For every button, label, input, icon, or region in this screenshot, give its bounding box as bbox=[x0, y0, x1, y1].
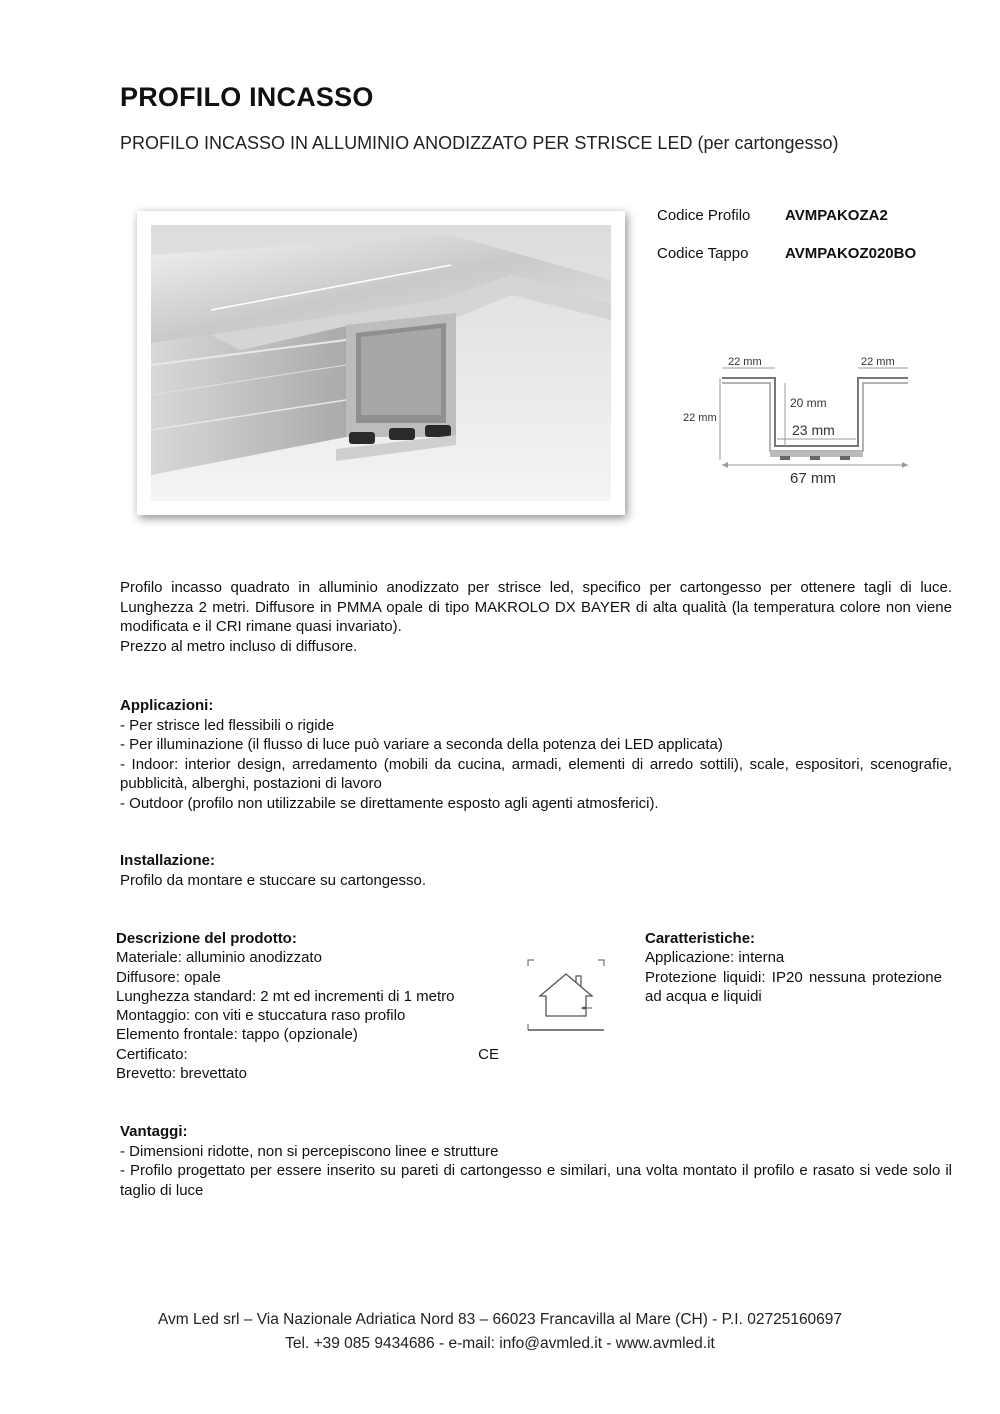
code-profile-label: Codice Profilo bbox=[657, 207, 751, 224]
dimension-diagram bbox=[680, 348, 920, 498]
code-profile-value: AVMPAKOZA2 bbox=[785, 207, 888, 224]
dim-channel-height: 20 mm bbox=[790, 396, 827, 410]
dim-channel-width: 23 mm bbox=[792, 422, 835, 438]
advantages-item: - Profilo progettato per essere inserito su pareti di cartongesso e similari, una volta montato il profilo e rasato si vede solo il taglio di luce bbox=[120, 1162, 952, 1199]
features-protection: Protezione liquidi: IP20 nessuna protezione ad acqua e liquidi bbox=[645, 968, 942, 1005]
description-line: Diffusore: opale bbox=[116, 968, 221, 986]
certificate-row bbox=[116, 1045, 499, 1064]
footer-contacts: Tel. +39 085 9434686 - e-mail: info@avmled.it - www.avmled.it bbox=[285, 1335, 715, 1352]
intro-section bbox=[120, 578, 952, 656]
description-heading: Descrizione del prodotto: bbox=[116, 930, 297, 947]
footer-address: Avm Led srl – Via Nazionale Adriatica Nord 83 – 66023 Francavilla al Mare (CH) - P.I. 02725160697 bbox=[157, 1311, 843, 1328]
aluminium-profile-image bbox=[151, 225, 611, 501]
product-photo bbox=[137, 211, 625, 515]
applications-item: - Indoor: interior design, arredamento (mobili da cucina, armadi, elementi di arredo sottili), scale, espositori, scenografie, pubblicità, alberghi, postazioni di lavoro bbox=[120, 755, 952, 792]
code-cap-label: Codice Tappo bbox=[657, 245, 749, 262]
advantages-heading: Vantaggi: bbox=[120, 1123, 188, 1140]
intro-text: Profilo incasso quadrato in alluminio anodizzato per strisce led, specifico per cartongesso per ottenere tagli di luce. Lunghezza 2 metri. Diffusore in PMMA opale di tipo MAKROLO DX BAYER di alta qualità (la temperatura colore non viene modificata e il CRI rimane quasi invariato). bbox=[120, 579, 952, 635]
patent-line: Brevetto: brevettato bbox=[116, 1065, 247, 1083]
indoor-house-icon bbox=[526, 958, 606, 1039]
page-subtitle: PROFILO INCASSO IN ALLUMINIO ANODIZZATO PER STRISCE LED (per cartongesso) bbox=[120, 133, 839, 153]
certificate-value: CE bbox=[478, 1045, 499, 1063]
applications-item: - Per strisce led flessibili o rigide bbox=[120, 716, 335, 734]
applications-item: - Outdoor (profilo non utilizzabile se direttamente esposto agli agenti atmosferici). bbox=[120, 794, 659, 812]
dim-top-left: 22 mm bbox=[728, 356, 762, 368]
code-profile-row bbox=[657, 207, 888, 224]
advantages-section bbox=[120, 1122, 952, 1200]
dim-top-right: 22 mm bbox=[861, 356, 895, 368]
features-application: Applicazione: interna bbox=[645, 949, 785, 967]
advantages-item: - Dimensioni ridotte, non si percepiscono linee e strutture bbox=[120, 1142, 499, 1160]
features-section bbox=[645, 929, 942, 1006]
code-cap-row bbox=[657, 245, 916, 262]
applications-section bbox=[120, 696, 952, 813]
description-line: Lunghezza standard: 2 mt ed incrementi di 1 metro bbox=[116, 987, 455, 1005]
price-note: Prezzo al metro incluso di diffusore. bbox=[120, 637, 358, 655]
dim-side: 22 mm bbox=[683, 412, 717, 424]
code-cap-value: AVMPAKOZ020BO bbox=[785, 245, 917, 262]
installation-section bbox=[120, 851, 952, 890]
certificate-label: Certificato: bbox=[116, 1045, 188, 1063]
applications-item: - Per illuminazione (il flusso di luce può variare a seconda della potenza dei LED applicata) bbox=[120, 736, 723, 753]
installation-text: Profilo da montare e stuccare su cartongesso. bbox=[120, 871, 426, 889]
description-line: Montaggio: con viti e stuccatura raso profilo bbox=[116, 1007, 406, 1025]
description-line: Elemento frontale: tappo (opzionale) bbox=[116, 1026, 358, 1044]
description-line: Materiale: alluminio anodizzato bbox=[116, 949, 322, 967]
features-heading: Caratteristiche: bbox=[645, 930, 756, 947]
description-section bbox=[116, 929, 506, 1083]
installation-heading: Installazione: bbox=[120, 852, 216, 869]
page-title: PROFILO INCASSO bbox=[120, 82, 374, 112]
dim-total-width: 67 mm bbox=[790, 470, 836, 487]
applications-heading: Applicazioni: bbox=[120, 697, 214, 714]
